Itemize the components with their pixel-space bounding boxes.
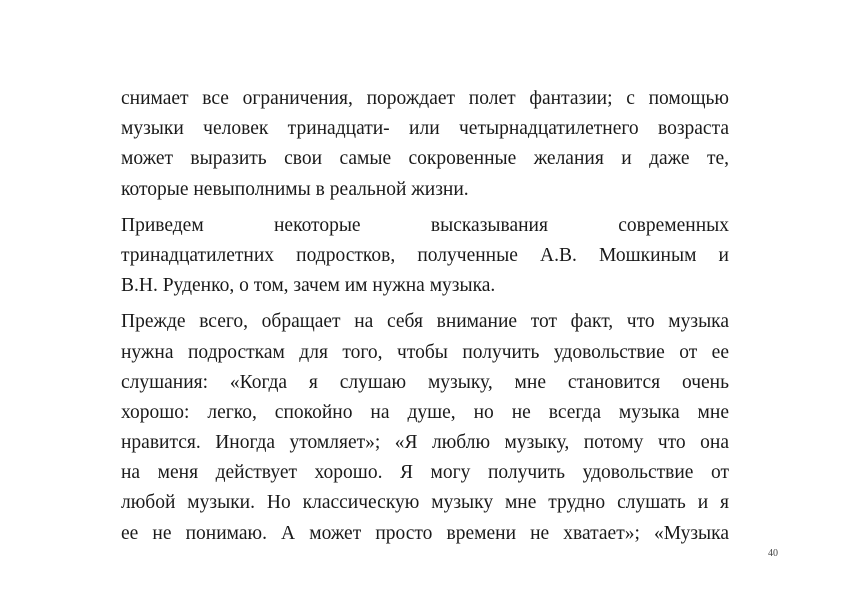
text-line: нравится. Иногда утомляет»; «Я люблю музыку, потому что она <box>121 432 729 454</box>
text-line: музыки человек тринадцати- или четырнадцатилетнего возраста <box>121 118 729 140</box>
text-line: В.Н. Руденко, о том, зачем им нужна музыка. <box>121 275 496 297</box>
text-line: слушания: «Когда я слушаю музыку, мне становится очень <box>121 371 729 393</box>
text-line: Прежде всего, обращает на себя внимание тот факт, что музыка <box>121 311 729 333</box>
text-line: которые невыполнимы в реальной жизни. <box>121 178 469 200</box>
text-line: хорошо: легко, спокойно на душе, но не всегда музыка мне <box>121 401 729 423</box>
body-text <box>121 84 729 555</box>
text-line: ее не понимаю. А может просто времени не хватает»; «Музыка <box>121 522 729 544</box>
text-line: тринадцатилетних подростков, полученные А.В. Мошкиным и <box>121 244 729 266</box>
paragraph-2 <box>121 211 729 302</box>
text-line: любой музыки. Но классическую музыку мне трудно слушать и я <box>121 492 729 514</box>
paragraph-1 <box>121 84 729 205</box>
page-number: 40 <box>768 548 778 559</box>
text-line: на меня действует хорошо. Я могу получить удовольствие от <box>121 462 729 484</box>
text-line: Приведем некоторые высказывания современных <box>121 214 729 236</box>
text-line: снимает все ограничения, порождает полет фантазии; с помощью <box>121 88 729 109</box>
text-line: может выразить свои самые сокровенные желания и даже те, <box>121 148 729 170</box>
text-line: нужна подросткам для того, чтобы получить удовольствие от ее <box>121 341 729 363</box>
paragraph-3 <box>121 307 729 549</box>
